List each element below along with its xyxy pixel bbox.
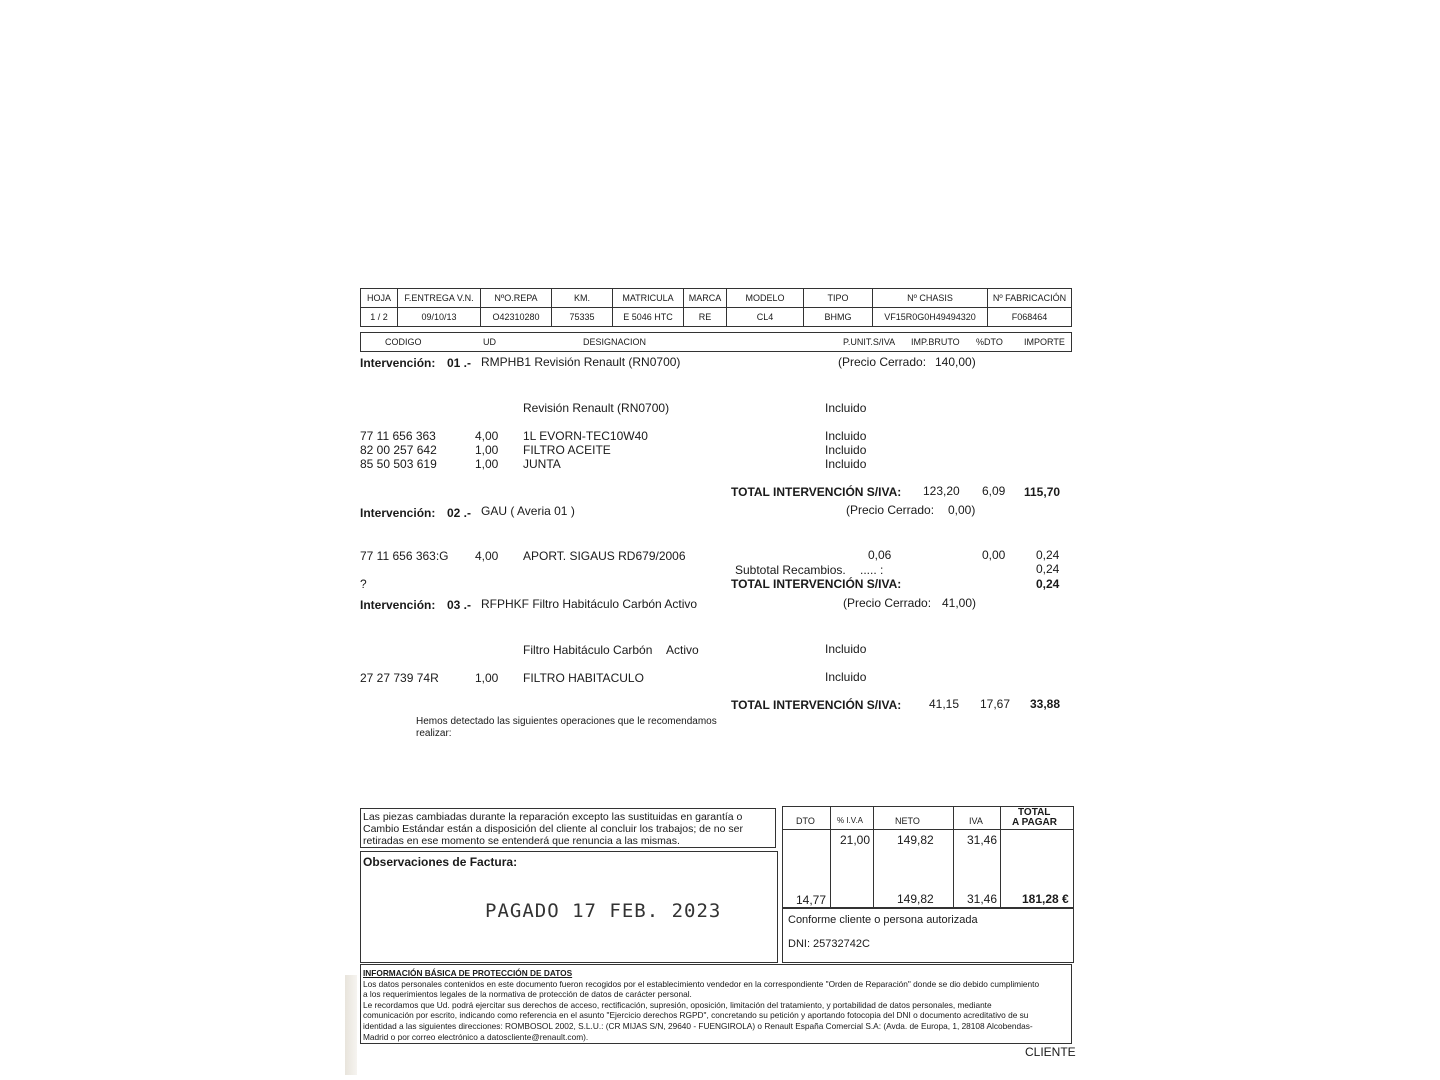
- totals-divider: [830, 807, 831, 907]
- col-matricula: MATRICULA: [613, 289, 684, 308]
- line-status: Incluido: [825, 429, 867, 443]
- pagado-stamp: PAGADO 17 FEB. 2023: [485, 900, 722, 922]
- line-desc: FILTRO HABITACULO: [523, 671, 644, 685]
- col-km: KM.: [552, 289, 613, 308]
- int3-sub-desc: Filtro Habitáculo Carbón: [523, 643, 653, 657]
- int1-total-importe: 115,70: [1024, 485, 1061, 499]
- col-modelo: MODELO: [727, 289, 804, 308]
- col-impbruto: IMP.BRUTO: [911, 337, 960, 347]
- totals-iva: 31,46: [967, 833, 998, 847]
- val-km: 75335: [552, 308, 613, 327]
- legal-line: Le recordamos que Ud. podrá ejercitar sus derechos de acceso, rectificación, supresión, oposición, limitación del tratamiento, y portabilidad de datos personales, mediante: [363, 999, 992, 1010]
- int3-precio-label: (Precio Cerrado:: [843, 596, 932, 610]
- totals-iva-pct: 21,00: [840, 833, 871, 847]
- vehicle-header-table: [360, 288, 1072, 327]
- int1-precio-label: (Precio Cerrado:: [838, 355, 927, 369]
- recommend-line-1: Hemos detectado las siguientes operaciones que le recomendamos: [416, 716, 717, 727]
- int1-total-dto: 6,09: [982, 484, 1006, 498]
- int3-total-bruto: 41,15: [929, 697, 960, 711]
- col-f-entrega: F.ENTREGA V.N.: [398, 289, 481, 308]
- data-protection-box: [360, 964, 1072, 1044]
- col-punit: P.UNIT.S/IVA: [843, 337, 896, 347]
- line-status: Incluido: [825, 670, 867, 684]
- int2-question-mark: ?: [360, 577, 367, 591]
- observaciones-label: Observaciones de Factura:: [363, 855, 518, 869]
- int2-subtotal-dots: ..... :: [860, 563, 884, 577]
- header-values-row: [361, 308, 1072, 327]
- val-matricula: E 5046 HTC: [613, 308, 684, 327]
- val-fabricacion: F068464: [988, 308, 1072, 327]
- parts-notice-box: [360, 808, 776, 848]
- int2-num: 02 .-: [447, 506, 472, 520]
- line-ud: 1,00: [475, 671, 499, 685]
- legal-line: a los requerimientos legales de la normativa de protección de datos de carácter personal.: [363, 989, 692, 1000]
- col-chasis: Nº CHASIS: [873, 289, 988, 308]
- dni-value: DNI: 25732742C: [788, 938, 870, 950]
- totals-divider: [873, 807, 874, 907]
- int2-subtotal-value: 0,24: [1036, 562, 1060, 576]
- line-status: Incluido: [825, 443, 867, 457]
- signature-box: [782, 908, 1074, 963]
- int2-precio-label: (Precio Cerrado:: [846, 503, 935, 517]
- totals-divider: [1000, 807, 1001, 907]
- val-f-entrega: 09/10/13: [398, 308, 481, 327]
- col-dto: %DTO: [976, 337, 1003, 347]
- int3-sub-desc-2: Activo: [666, 643, 699, 657]
- line-desc: FILTRO ACEITE: [523, 443, 611, 457]
- col-importe: IMPORTE: [1024, 337, 1065, 347]
- col-orepa: NºO.REPA: [481, 289, 552, 308]
- line-desc: APORT. SIGAUS RD679/2006: [523, 549, 686, 563]
- legal-line: comunicación por escrito, indicando como referencia en el asunto "Ejercicio derechos RGPD", concretando su petición y aportando fotocopia del DNI o documento acreditativo de su: [363, 1010, 1029, 1021]
- totals-h-a-pagar: A PAGAR: [1012, 817, 1057, 828]
- line-code: 27 27 739 74R: [360, 671, 439, 685]
- totals-divider: [953, 807, 954, 907]
- totals-header-line: [783, 829, 1073, 830]
- line-ud: 1,00: [475, 457, 499, 471]
- val-tipo: BHMG: [804, 308, 873, 327]
- line-ud: 1,00: [475, 443, 499, 457]
- totals-dto-final: 14,77: [796, 893, 827, 907]
- int2-total-importe: 0,24: [1036, 577, 1060, 591]
- line-code: 77 11 656 363:G: [360, 549, 449, 563]
- int2-label: Intervención:: [360, 506, 436, 520]
- col-tipo: TIPO: [804, 289, 873, 308]
- notice-line: Las piezas cambiadas durante la reparación excepto las sustituidas en garantía o: [363, 811, 743, 823]
- totals-h-dto: DTO: [796, 816, 815, 826]
- int1-sub-desc: Revisión Renault (RN0700): [523, 401, 670, 415]
- totals-box: [782, 806, 1074, 908]
- col-designacion: DESIGNACION: [583, 337, 647, 347]
- int3-total-importe: 33,88: [1030, 697, 1061, 711]
- val-modelo: CL4: [727, 308, 804, 327]
- totals-h-iva-pct: % I.V.A: [837, 816, 863, 825]
- col-fabricacion: Nº FABRICACIÓN: [988, 289, 1072, 308]
- legal-line: Madrid o por correo electrónico a datoscliente@renault.com).: [363, 1031, 589, 1042]
- totals-h-iva: IVA: [969, 816, 983, 826]
- legal-line: identidad a las siguientes direcciones: ROMBOSOL 2002, S.L.U.: (CR MIJAS S/N, 29640 - FUENGIROLA) o Renault España Comercial S.A: (Avda. de Europa, 1, 28108 Alcobendas-: [363, 1020, 1033, 1031]
- int3-sub-status: Incluido: [825, 642, 867, 656]
- line-ud: 4,00: [475, 429, 499, 443]
- int1-total-label: TOTAL INTERVENCIÓN S/IVA:: [731, 485, 902, 499]
- scan-edge-shadow: [345, 975, 357, 1075]
- val-orepa: O42310280: [481, 308, 552, 327]
- int3-total-dto: 17,67: [980, 697, 1011, 711]
- col-hoja: HOJA: [361, 289, 398, 308]
- int3-label: Intervención:: [360, 598, 436, 612]
- int3-precio-value: 41,00): [942, 596, 977, 610]
- int1-num: 01 .-: [447, 356, 472, 370]
- val-hoja: 1 / 2: [361, 308, 398, 327]
- conforme-label: Conforme cliente o persona autorizada: [788, 914, 978, 926]
- line-desc: 1L EVORN-TEC10W40: [523, 429, 648, 443]
- legal-line: Los datos personales contenidos en este documento fueron recogidos por el establecimiento vendedor en la correspondiente "Orden de Reparación" donde se dio debido cumplimiento: [363, 978, 1040, 989]
- int2-precio-value: 0,00): [948, 503, 976, 517]
- line-status: Incluido: [825, 457, 867, 471]
- header-labels-row: [361, 289, 1072, 308]
- col-codigo: CODIGO: [385, 337, 422, 347]
- col-marca: MARCA: [684, 289, 727, 308]
- line-dto: 0,00: [982, 548, 1006, 562]
- val-chasis: VF15R0G0H49494320: [873, 308, 988, 327]
- int1-sub-status: Incluido: [825, 401, 867, 415]
- int3-desc: RFPHKF Filtro Habitáculo Carbón Activo: [481, 597, 698, 611]
- int1-total-bruto: 123,20: [923, 484, 960, 498]
- totals-iva-final: 31,46: [967, 892, 998, 906]
- legal-title: INFORMACIÓN BÁSICA DE PROTECCIÓN DE DATOS: [363, 968, 573, 978]
- int3-num: 03 .-: [447, 598, 472, 612]
- int2-desc: GAU ( Averia 01 ): [481, 504, 575, 518]
- int1-desc: RMPHB1 Revisión Renault (RN0700): [481, 355, 681, 369]
- line-desc: JUNTA: [523, 457, 561, 471]
- val-marca: RE: [684, 308, 727, 327]
- line-ud: 4,00: [475, 549, 499, 563]
- line-punit: 0,06: [868, 548, 892, 562]
- recommend-line-2: realizar:: [416, 728, 452, 739]
- line-columns-bar: [360, 332, 1072, 352]
- notice-line: retiradas en ese momento se entenderá que renuncia a las mismas.: [363, 835, 680, 847]
- line-code: 82 00 257 642: [360, 443, 437, 457]
- col-ud: UD: [483, 337, 496, 347]
- totals-h-total: TOTAL: [1018, 807, 1051, 818]
- int1-precio-value: 140,00): [935, 355, 976, 369]
- line-code: 77 11 656 363: [360, 429, 436, 443]
- totals-total-final: 181,28 €: [1022, 892, 1069, 906]
- int3-total-label: TOTAL INTERVENCIÓN S/IVA:: [731, 698, 902, 712]
- int2-total-label: TOTAL INTERVENCIÓN S/IVA:: [731, 577, 902, 591]
- int2-subtotal-label: Subtotal Recambios.: [735, 563, 846, 577]
- totals-neto-final: 149,82: [897, 892, 934, 906]
- totals-neto: 149,82: [897, 833, 934, 847]
- totals-h-neto: NETO: [895, 816, 920, 826]
- notice-line: Cambio Estándar están a disposición del cliente al concluir los trabajos; de no ser: [363, 823, 743, 835]
- line-code: 85 50 503 619: [360, 457, 437, 471]
- cliente-label: CLIENTE: [1025, 1045, 1076, 1059]
- int1-label: Intervención:: [360, 356, 436, 370]
- line-importe: 0,24: [1036, 548, 1060, 562]
